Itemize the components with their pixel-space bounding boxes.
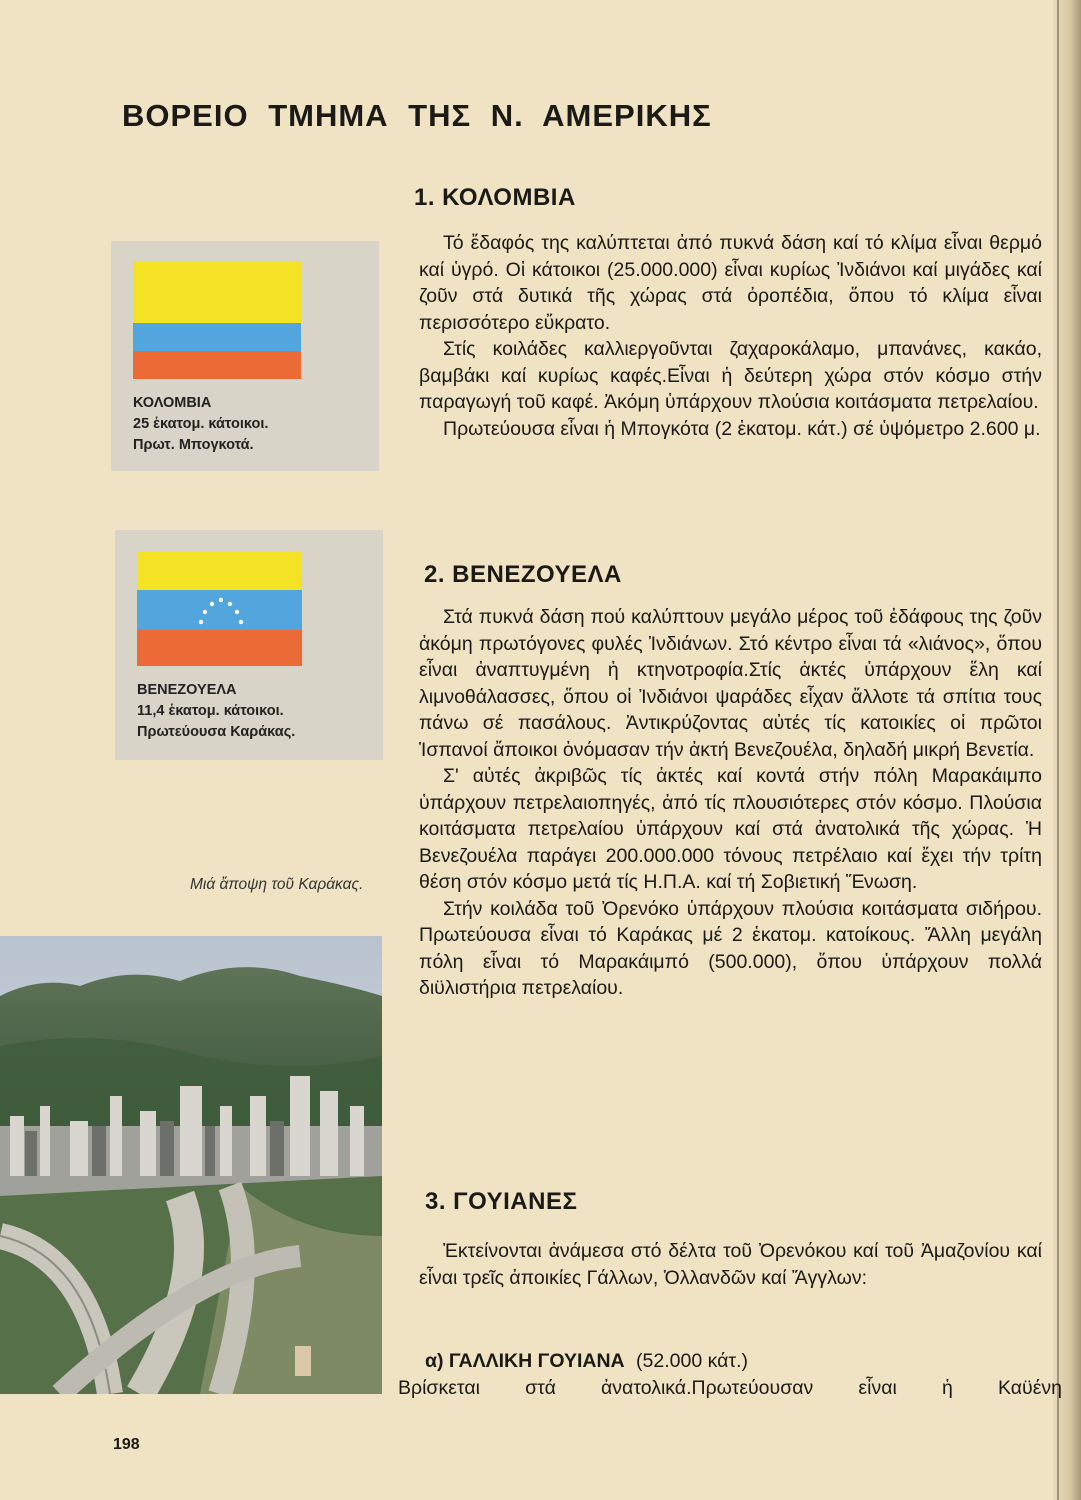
venezuela-heading: 2. ΒΕΝΕΖΟΥΕΛΑ	[424, 561, 622, 588]
page-title: ΒΟΡΕΙΟ ΤΜΗΜΑ ΤΗΣ Ν. ΑΜΕΡΙΚΗΣ	[122, 98, 712, 133]
guianas-heading: 3. ΓΟΥΙΑΝΕΣ	[425, 1188, 578, 1215]
colombia-paragraph: Τό ἔδαφός της καλύπτεται ἀπό πυκνά δάση καί τό κλίμα εἶναι θερμό καί ὑγρό. Οἱ κάτοικοι (25.000.000) εἶναι κυρίως Ἰνδιάνοι καί μιγάδες καί ζοῦν στά δυτικά τῆς χώρας στά ὀροπέδια, ὅπου τό κλίμα εἶναι περισσότερο εὔκρατο.	[419, 232, 1042, 334]
colombia-text	[419, 230, 1042, 442]
colombia-paragraph: Πρωτεύουσα εἶναι ἡ Μπογκότα (2 ἑκατομ. κάτ.) σέ ὑψόμετρο 2.600 μ.	[443, 417, 1041, 440]
guianas-text	[419, 1238, 1042, 1291]
colombia-caption-capital: Πρωτ. Μπογκοτά.	[133, 437, 254, 453]
caracas-photo	[0, 936, 382, 1394]
colombia-flag	[133, 261, 301, 379]
venezuela-paragraph: Στήν κοιλάδα τοῦ Ὀρενόκο ὑπάρχουν πλούσια κοιτάσματα σιδήρου. Πρωτεύουσα εἶναι τό Καράκας μέ 2 ἑκατομ. κατοίκους. Ἄλλη μεγάλη πόλη εἶναι τό Μαρακάιμπό (500.000), ὅπου ὑπάρχουν πολλά διϋλιστήρια πετρελαίου.	[419, 897, 1042, 999]
venezuela-stars-icon	[177, 590, 265, 630]
colombia-flag-red-stripe	[133, 351, 301, 379]
colombia-flag-yellow-stripe	[133, 261, 301, 323]
venezuela-caption-population: 11,4 ἑκατομ. κάτοικοι.	[137, 703, 284, 719]
colombia-flag-blue-stripe	[133, 323, 301, 351]
page-edge-line	[1057, 0, 1059, 1500]
venezuela-text	[419, 604, 1042, 1002]
page-number: 198	[113, 1436, 140, 1453]
venezuela-flag-caption	[137, 680, 295, 743]
french-guiana-block	[398, 1348, 1062, 1401]
venezuela-paragraph: Σ' αὐτές ἀκριβῶς τίς ἀκτές καί κοντά στήν πόλη Μαρακάιμπο ὑπάρχουν πετρελαιοπηγές, ἀπό τίς πλουσιότερες στόν κόσμο. Πλούσια κοιτάσματα πετρελαίου ὑπάρχουν καί στά ἀνατολικά τῆς χώρας. Ἡ Βενεζουέλα παράγει 200.000.000 τόνους πετρέλαιο καί ἔχει τήν τρίτη θέση στόν κόσμο μετά τίς Η.Π.Α. καί τή Σοβιετική Ἕνωση.	[419, 765, 1042, 893]
colombia-flag-caption	[133, 393, 268, 456]
venezuela-flag-card	[115, 530, 383, 760]
venezuela-caption-name: ΒΕΝΕΖΟΥΕΛΑ	[137, 682, 237, 698]
colombia-caption-population: 25 ἑκατομ. κάτοικοι.	[133, 416, 269, 432]
venezuela-flag-blue-stripe	[137, 590, 302, 630]
photo-caption: Μιά ἄποψη τοῦ Καράκας.	[190, 876, 364, 893]
colombia-heading: 1. ΚΟΛΟΜΒΙΑ	[414, 184, 576, 211]
colombia-flag-card	[111, 241, 379, 471]
guianas-intro: Ἐκτείνονται ἀνάμεσα στό δέλτα τοῦ Ὀρενόκου καί τοῦ Ἀμαζονίου καί εἶναι τρεῖς ἀποικίες Γάλλων, Ὀλλανδῶν καί Ἄγγλων:	[419, 1240, 1042, 1289]
colombia-caption-name: ΚΟΛΟΜΒΙΑ	[133, 395, 212, 411]
venezuela-paragraph: Στά πυκνά δάση πού καλύπτουν μεγάλο μέρος τοῦ ἐδάφους της ζοῦν ἀκόμη πρωτόγονες φυλές Ἰνδιάνων. Στό κέντρο εἶναι τά «λιάνος», ὅπου εἶναι ἀναπτυγμένη ἡ κτηνοτροφία.Στίς ἀκτές ὑπάρχουν ἕλη καί λιμνοθάλασσες, ὅπου οἱ Ἰνδιάνοι ψαράδες εἶχαν ἄλλοτε τά σπίτια τους πάνω σέ πασάλους. Ἀντικρύζοντας αὐτές τίς κατοικίες οἱ πρῶτοι Ἱσπανοί ἄποικοι ὀνόμασαν τήν ἀκτή Βενεζουέλα, δηλαδή μικρή Βενετία.	[419, 606, 1042, 761]
venezuela-flag-yellow-stripe	[137, 552, 302, 590]
venezuela-caption-capital: Πρωτεύουσα Καράκας.	[137, 724, 296, 740]
venezuela-flag	[137, 552, 302, 666]
french-guiana-title-line	[425, 1348, 1062, 1375]
venezuela-flag-red-stripe	[137, 630, 302, 666]
french-guiana-title: α) ΓΑΛΛΙΚΗ ΓΟΥΙΑΝΑ	[425, 1350, 625, 1372]
french-guiana-population: (52.000 κάτ.)	[636, 1350, 748, 1372]
colombia-paragraph: Στίς κοιλάδες καλλιεργοῦνται ζαχαροκάλαμο, μπανάνες, κακάο, βαμβάκι καί κυρίως καφές.Εἶναι ἡ δεύτερη χώρα στόν κόσμο στήν παραγωγή τοῦ καφέ. Ἀκόμη ὑπάρχουν πλούσια κοιτάσματα πετρελαίου.	[419, 338, 1042, 413]
french-guiana-text: Βρίσκεται στά ἀνατολικά.Πρωτεύουσαν εἶναι ἡ Καϋένη	[398, 1376, 1062, 1399]
